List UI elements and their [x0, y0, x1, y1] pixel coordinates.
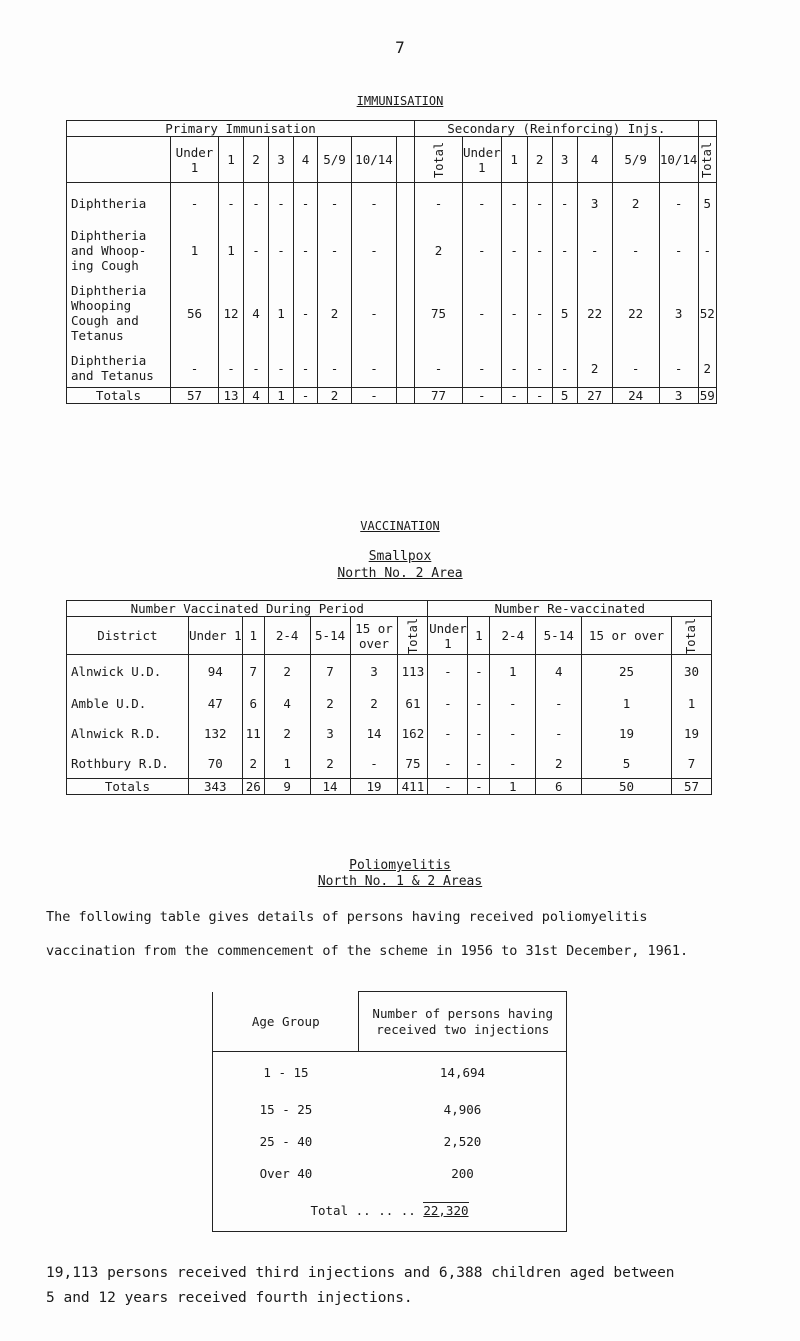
vaccination-cell: 5: [582, 749, 672, 779]
immunisation-cell: -: [659, 183, 698, 225]
secondary-col-header: 1: [501, 137, 527, 183]
immunisation-total-cell: 57: [171, 388, 219, 404]
vaccination-total-cell: -: [428, 779, 468, 795]
vaccination-cell: 7: [310, 655, 350, 689]
immunisation-cell: -: [463, 277, 502, 350]
vaccination-cell: 2: [264, 719, 310, 749]
revaccinated-col-header: Under 1: [428, 617, 468, 655]
persons-count: 4,906: [359, 1094, 567, 1126]
vaccination-totals-row: [67, 779, 712, 795]
vaccination-area: North No. 2 Area: [337, 566, 463, 581]
vaccination-cell: 4: [264, 689, 310, 719]
vaccination-cell: -: [468, 689, 490, 719]
immunisation-cell: 22: [612, 277, 659, 350]
vaccination-cell: -: [428, 655, 468, 689]
vaccination-cell: -: [536, 719, 582, 749]
vaccination-cell: -: [468, 749, 490, 779]
immunisation-cell: 5: [552, 277, 577, 350]
vaccination-cell: -: [428, 749, 468, 779]
vaccination-total-cell: 1: [490, 779, 536, 795]
immunisation-total-cell: 27: [577, 388, 612, 404]
polio-table: [212, 991, 567, 1232]
immunisation-row-label: Diphtheria Whooping Cough and Tetanus: [67, 277, 171, 350]
vaccination-cell: 113: [398, 655, 428, 689]
spacer-cell: [397, 225, 415, 277]
immunisation-cell: 4: [244, 277, 269, 350]
immunisation-cell: -: [659, 350, 698, 388]
primary-spacer-header: [397, 137, 415, 183]
immunisation-total-cell: 77: [415, 388, 463, 404]
immunisation-total-cell: -: [501, 388, 527, 404]
vaccination-cell: 3: [350, 655, 398, 689]
polio-row: [213, 1126, 567, 1158]
polio-intro-line1: The following table gives details of persons having received poliomyelitis: [46, 909, 648, 925]
vaccination-row: [67, 749, 712, 779]
district-name: Alnwick U.D.: [67, 655, 189, 689]
primary-col-header: Total: [415, 137, 463, 183]
immunisation-cell: 52: [698, 277, 716, 350]
revaccinated-heading: Number Re-vaccinated: [428, 601, 712, 617]
immunisation-row: [67, 183, 717, 225]
immunisation-total-cell: 1: [269, 388, 294, 404]
vaccinated-col-header: 5-14: [310, 617, 350, 655]
primary-col-header: 4: [294, 137, 318, 183]
immunisation-cell: 22: [577, 277, 612, 350]
vaccination-cell: -: [536, 689, 582, 719]
vaccination-cell: 1: [490, 655, 536, 689]
spacer-cell: [397, 388, 415, 404]
polio-footer-line2: 5 and 12 years received fourth injections.: [46, 1290, 413, 1306]
polio-total-label: Total .. .. ..: [310, 1202, 416, 1218]
vaccination-table: [66, 600, 712, 795]
immunisation-total-cell: 3: [659, 388, 698, 404]
immunisation-cell: -: [294, 350, 318, 388]
immunisation-cell: 5: [698, 183, 716, 225]
immunisation-totals-row: [67, 388, 717, 404]
district-name: Alnwick R.D.: [67, 719, 189, 749]
secondary-col-header: Under 1: [463, 137, 502, 183]
vaccination-row: [67, 655, 712, 689]
vaccination-cell: -: [468, 655, 490, 689]
secondary-col-header: 5/9: [612, 137, 659, 183]
vaccinated-col-header: 1: [242, 617, 264, 655]
vaccination-cell: 2: [310, 749, 350, 779]
immunisation-total-cell: 13: [219, 388, 244, 404]
vaccination-total-cell: 14: [310, 779, 350, 795]
immunisation-cell: -: [244, 183, 269, 225]
persons-count: 200: [359, 1158, 567, 1190]
vaccination-cell: 6: [242, 689, 264, 719]
secondary-col-header: Total: [698, 137, 716, 183]
immunisation-cell: -: [269, 350, 294, 388]
immunisation-cell: 2: [577, 350, 612, 388]
immunisation-cell: 56: [171, 277, 219, 350]
vaccination-cell: 19: [671, 719, 711, 749]
immunisation-cell: -: [318, 225, 352, 277]
vaccination-row: [67, 719, 712, 749]
primary-heading: Primary Immunisation: [67, 121, 415, 137]
age-group: 25 - 40: [213, 1126, 359, 1158]
vaccination-cell: -: [350, 749, 398, 779]
immunisation-cell: -: [552, 350, 577, 388]
vaccination-title: VACCINATION: [360, 519, 440, 533]
immunisation-total-cell: -: [294, 388, 318, 404]
vaccination-cell: 1: [671, 689, 711, 719]
vaccination-cell: -: [428, 689, 468, 719]
primary-col-header: 1: [219, 137, 244, 183]
immunisation-cell: -: [463, 350, 502, 388]
vaccination-cell: 30: [671, 655, 711, 689]
vaccinated-col-header: Total: [398, 617, 428, 655]
immunisation-row: [67, 225, 717, 277]
vaccination-cell: -: [490, 689, 536, 719]
secondary-col-header: 4: [577, 137, 612, 183]
immunisation-cell: 1: [269, 277, 294, 350]
district-name: Rothbury R.D.: [67, 749, 189, 779]
immunisation-cell: -: [171, 350, 219, 388]
immunisation-cell: -: [527, 350, 552, 388]
revaccinated-col-header: 1: [468, 617, 490, 655]
vaccinated-heading: Number Vaccinated During Period: [67, 601, 428, 617]
vaccination-cell: 75: [398, 749, 428, 779]
persons-count: 2,520: [359, 1126, 567, 1158]
immunisation-cell: -: [294, 183, 318, 225]
vaccination-cell: 2: [310, 689, 350, 719]
immunisation-cell: -: [294, 277, 318, 350]
vaccination-cell: -: [428, 719, 468, 749]
polio-row: [213, 1158, 567, 1190]
revaccinated-col-header: 5-14: [536, 617, 582, 655]
vaccinated-col-header: 2-4: [264, 617, 310, 655]
polio-intro-line2: vaccination from the commencement of the scheme in 1956 to 31st December, 1961.: [46, 943, 689, 959]
immunisation-cell: -: [612, 350, 659, 388]
immunisation-total-cell: 5: [552, 388, 577, 404]
immunisation-cell: -: [577, 225, 612, 277]
vaccination-cell: 19: [582, 719, 672, 749]
vaccination-total-cell: 343: [188, 779, 242, 795]
immunisation-cell: -: [501, 225, 527, 277]
immunisation-cell: -: [501, 183, 527, 225]
immunisation-cell: -: [552, 225, 577, 277]
vaccination-cell: 162: [398, 719, 428, 749]
persons-header: Number of persons having received two injections: [359, 992, 567, 1052]
secondary-col-header: 2: [527, 137, 552, 183]
vaccination-cell: 7: [242, 655, 264, 689]
polio-title: Poliomyelitis: [349, 858, 451, 873]
immunisation-cell: 1: [219, 225, 244, 277]
immunisation-total-cell: -: [463, 388, 502, 404]
vaccination-cell: 25: [582, 655, 672, 689]
immunisation-cell: -: [219, 350, 244, 388]
immunisation-cell: 2: [698, 350, 716, 388]
vaccination-total-cell: 19: [350, 779, 398, 795]
vaccination-cell: 1: [582, 689, 672, 719]
secondary-col-header: 10/14: [659, 137, 698, 183]
immunisation-row-label: Diphtheria and Whoop- ing Cough: [67, 225, 171, 277]
immunisation-cell: -: [171, 183, 219, 225]
polio-footer-line1: 19,113 persons received third injections and 6,388 children aged between: [46, 1265, 675, 1281]
vaccination-total-cell: 26: [242, 779, 264, 795]
immunisation-cell: -: [527, 225, 552, 277]
vaccination-totals-label: Totals: [67, 779, 189, 795]
immunisation-row: [67, 350, 717, 388]
immunisation-cell: -: [415, 350, 463, 388]
immunisation-cell: -: [501, 277, 527, 350]
immunisation-cell: 2: [318, 277, 352, 350]
immunisation-total-cell: -: [352, 388, 397, 404]
immunisation-cell: -: [527, 277, 552, 350]
spacer-cell: [397, 277, 415, 350]
immunisation-totals-label: Totals: [67, 388, 171, 404]
vaccination-cell: 2: [536, 749, 582, 779]
vaccination-cell: 14: [350, 719, 398, 749]
smallpox-subtitle: Smallpox: [368, 549, 432, 564]
age-group: Over 40: [213, 1158, 359, 1190]
immunisation-cell: -: [294, 225, 318, 277]
vaccination-total-cell: 6: [536, 779, 582, 795]
immunisation-row-label: Diphtheria and Tetanus: [67, 350, 171, 388]
district-name: Amble U.D.: [67, 689, 189, 719]
immunisation-cell: 1: [171, 225, 219, 277]
immunisation-cell: 2: [612, 183, 659, 225]
immunisation-cell: -: [219, 183, 244, 225]
vaccination-cell: -: [490, 749, 536, 779]
vaccinated-col-header: Under 1: [188, 617, 242, 655]
vaccination-cell: 94: [188, 655, 242, 689]
immunisation-cell: 75: [415, 277, 463, 350]
vaccination-total-cell: 9: [264, 779, 310, 795]
spacer-cell: [397, 350, 415, 388]
immunisation-cell: 2: [415, 225, 463, 277]
persons-count: 14,694: [359, 1052, 567, 1094]
immunisation-total-cell: 4: [244, 388, 269, 404]
vaccination-cell: 11: [242, 719, 264, 749]
immunisation-cell: -: [318, 183, 352, 225]
revaccinated-col-header: Total: [671, 617, 711, 655]
immunisation-cell: -: [698, 225, 716, 277]
immunisation-cell: 3: [577, 183, 612, 225]
blank-header-cell: [67, 137, 171, 183]
immunisation-cell: 3: [659, 277, 698, 350]
age-group: 15 - 25: [213, 1094, 359, 1126]
vaccination-cell: -: [490, 719, 536, 749]
polio-area: North No. 1 & 2 Areas: [317, 874, 483, 889]
immunisation-total-cell: 2: [318, 388, 352, 404]
vaccination-cell: 2: [242, 749, 264, 779]
vaccination-cell: 1: [264, 749, 310, 779]
vaccination-total-cell: 57: [671, 779, 711, 795]
immunisation-total-cell: -: [527, 388, 552, 404]
immunisation-row: [67, 277, 717, 350]
primary-col-header: 10/14: [352, 137, 397, 183]
secondary-col-header: 3: [552, 137, 577, 183]
immunisation-cell: -: [501, 350, 527, 388]
immunisation-cell: -: [352, 225, 397, 277]
polio-total-value: 22,320: [423, 1202, 469, 1218]
immunisation-cell: -: [463, 225, 502, 277]
immunisation-cell: -: [463, 183, 502, 225]
immunisation-cell: -: [244, 225, 269, 277]
age-group: 1 - 15: [213, 1052, 359, 1094]
immunisation-cell: -: [269, 183, 294, 225]
revaccinated-col-header: 15 or over: [582, 617, 672, 655]
vaccination-total-cell: -: [468, 779, 490, 795]
vaccination-cell: 4: [536, 655, 582, 689]
immunisation-cell: -: [415, 183, 463, 225]
spacer-cell: [397, 183, 415, 225]
vaccination-cell: 7: [671, 749, 711, 779]
polio-row: [213, 1094, 567, 1126]
immunisation-cell: -: [352, 277, 397, 350]
immunisation-cell: 12: [219, 277, 244, 350]
vaccination-cell: 61: [398, 689, 428, 719]
immunisation-total-cell: 59: [699, 388, 715, 403]
vaccinated-col-header: 15 or over: [350, 617, 398, 655]
age-group-header: Age Group: [213, 992, 359, 1052]
vaccination-cell: 132: [188, 719, 242, 749]
immunisation-cell: -: [318, 350, 352, 388]
polio-row: [213, 1052, 567, 1094]
page-number: 7: [395, 38, 405, 57]
primary-col-header: 5/9: [318, 137, 352, 183]
immunisation-title: IMMUNISATION: [356, 94, 444, 108]
immunisation-row-label: Diphtheria: [67, 183, 171, 225]
vaccination-cell: 2: [264, 655, 310, 689]
primary-col-header: Under 1: [171, 137, 219, 183]
vaccination-total-cell: 411: [398, 779, 428, 795]
vaccination-cell: 47: [188, 689, 242, 719]
immunisation-cell: -: [352, 350, 397, 388]
secondary-heading: Secondary (Reinforcing) Injs.: [415, 121, 699, 137]
immunisation-cell: -: [552, 183, 577, 225]
revaccinated-col-header: 2-4: [490, 617, 536, 655]
primary-col-header: 2: [244, 137, 269, 183]
immunisation-table: [66, 120, 717, 404]
vaccination-cell: 3: [310, 719, 350, 749]
vaccination-row: [67, 689, 712, 719]
vaccination-cell: -: [468, 719, 490, 749]
primary-col-header: 3: [269, 137, 294, 183]
immunisation-total-cell: 24: [612, 388, 659, 404]
immunisation-cell: -: [244, 350, 269, 388]
district-header: District: [67, 617, 189, 655]
vaccination-cell: 2: [350, 689, 398, 719]
vaccination-cell: 70: [188, 749, 242, 779]
immunisation-cell: -: [352, 183, 397, 225]
vaccination-total-cell: 50: [582, 779, 672, 795]
immunisation-cell: -: [269, 225, 294, 277]
immunisation-cell: -: [527, 183, 552, 225]
immunisation-cell: -: [659, 225, 698, 277]
immunisation-cell: -: [612, 225, 659, 277]
